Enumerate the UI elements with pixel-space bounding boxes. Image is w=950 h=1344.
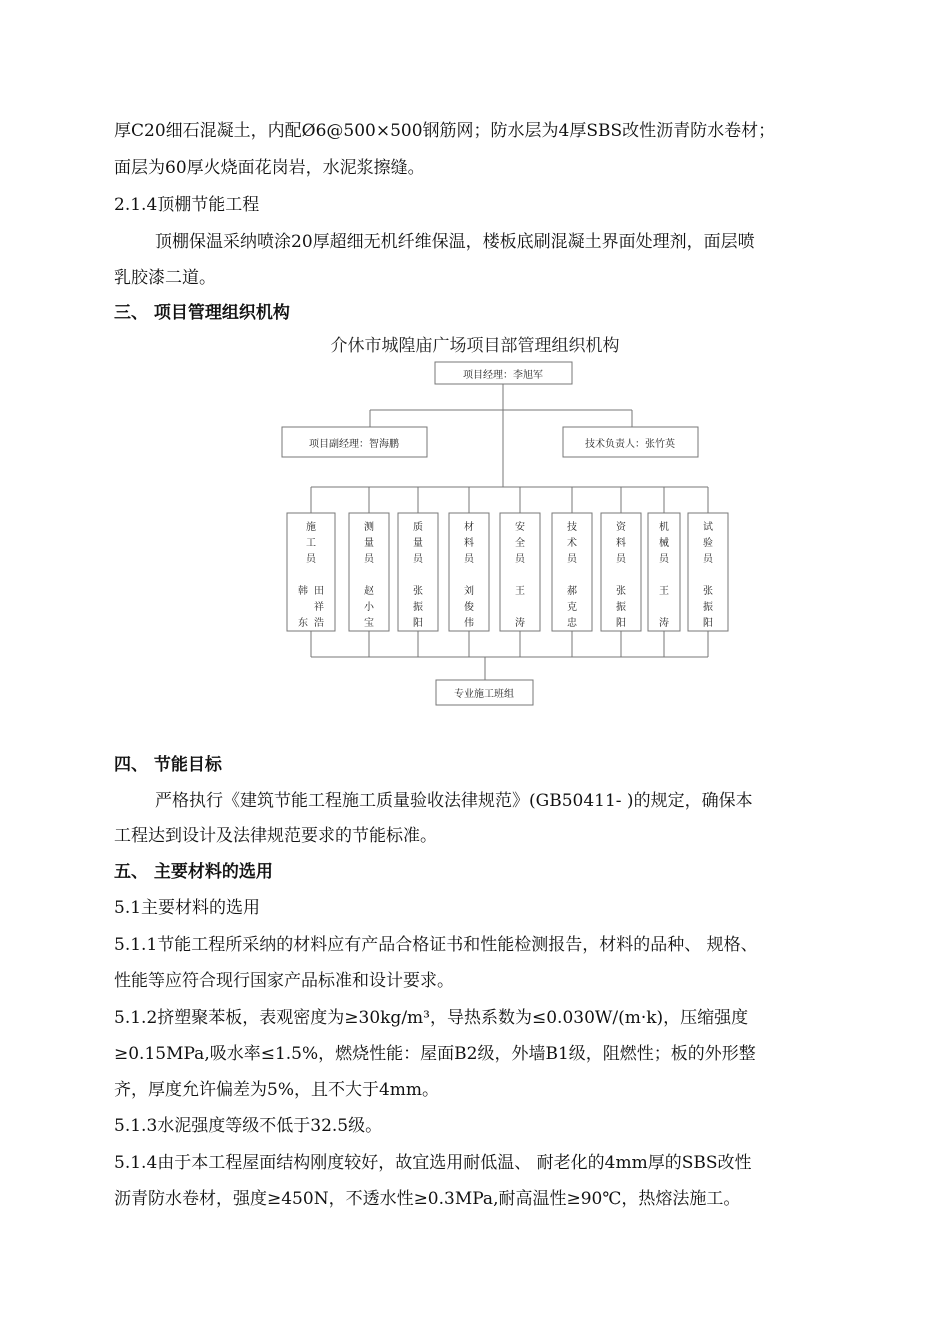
staff-name-char: 阳 — [703, 618, 713, 629]
subheading-5-1: 5.1主要材料的选用 — [114, 898, 261, 918]
staff-name-char: 忠 — [567, 618, 577, 629]
org-chart-title: 介休市城隍庙广场项目部管理组织机构 — [330, 336, 620, 356]
staff-member — [703, 521, 714, 629]
staff-role-char: 员 — [567, 554, 577, 565]
technical-lead-label: 技术负责人：张竹英 — [585, 439, 675, 450]
staff-name-char: 张 — [703, 586, 713, 597]
staff-role-char: 员 — [515, 554, 525, 565]
staff-role-char: 量 — [364, 538, 374, 549]
staff-role-char: 术 — [567, 538, 577, 549]
paragraph-line: 工程达到设计及法律规范要求的节能标准。 — [114, 826, 437, 846]
paragraph-line: 沥青防水卷材，强度≥450N，不透水性≥0.3MPa,耐高温性≥90℃，热熔法施工。 — [114, 1189, 741, 1209]
staff-name-char: 振 — [616, 602, 626, 613]
staff-member — [659, 520, 670, 629]
staff-role-char: 工 — [306, 538, 316, 549]
staff-name-char: 伟 — [464, 618, 474, 629]
staff-role-char: 械 — [659, 538, 669, 549]
staff-name-char: 振 — [413, 602, 423, 613]
staff-connectors-top — [311, 487, 708, 513]
staff-role-char: 机 — [659, 522, 669, 533]
staff-name-char: 张 — [616, 586, 626, 597]
staff-connectors-bottom — [311, 631, 708, 680]
staff-member — [515, 520, 526, 629]
paragraph-line: 齐，厚度允许偏差为5%，且不大于4mm。 — [114, 1080, 440, 1100]
paragraph-line: 乳胶漆二道。 — [114, 268, 216, 288]
staff-member — [567, 520, 578, 629]
staff-name-char: 小 — [364, 602, 374, 613]
paragraph-line: 厚C20细石混凝土，内配Ø6@500×500钢筋网；防水层为4厚SBS改性沥青防水卷材； — [114, 121, 776, 141]
staff-name-char: 王 — [659, 586, 669, 597]
staff-role-char: 员 — [464, 554, 474, 565]
staff-role-char: 料 — [464, 538, 474, 549]
paragraph-line: 严格执行《建筑节能工程施工质量验收法律规范》(GB50411- )的规定，确保本 — [155, 791, 753, 811]
staff-role-char: 员 — [659, 554, 669, 565]
staff-name-char: 刘 — [464, 586, 474, 597]
deputy-label: 项目副经理：智海鹏 — [309, 439, 399, 450]
paragraph-line: 性能等应符合现行国家产品标准和设计要求。 — [114, 971, 454, 991]
paragraph-line: 5.1.3水泥强度等级不低于32.5级。 — [114, 1116, 383, 1136]
staff-name-char: 郝 — [567, 586, 577, 597]
org-chart — [0, 330, 950, 710]
staff-name-char: 涛 — [515, 618, 525, 629]
staff-member — [364, 520, 375, 629]
staff-role-char: 安 — [515, 522, 525, 533]
staff-role-char: 材 — [464, 522, 474, 533]
staff-role-char: 技 — [567, 522, 577, 533]
staff-role-char: 全 — [515, 538, 525, 549]
staff-name-char: 浩 — [314, 618, 324, 629]
paragraph-line: ≥0.15MPa,吸水率≤1.5%，燃烧性能：屋面B2级，外墙B1级，阻燃性；板的外形整 — [114, 1044, 756, 1064]
staff-name-char: 东 — [298, 618, 308, 629]
staff-role-char: 料 — [616, 538, 626, 549]
paragraph-line: 5.1.2挤塑聚苯板，表观密度为≥30kg/m³，导热系数为≤0.030W/(m·k)，压缩强度 — [114, 1008, 749, 1028]
staff-name-char: 阳 — [616, 618, 626, 629]
staff-member — [616, 520, 627, 629]
staff-name-char: 振 — [703, 602, 713, 613]
staff-role-char: 量 — [413, 538, 423, 549]
staff-role-char: 测 — [364, 522, 374, 533]
staff-name-char: 赵 — [364, 586, 374, 597]
staff-name-char: 克 — [567, 602, 577, 613]
staff-name-char: 俊 — [464, 602, 474, 613]
staff-name-char: 阳 — [413, 618, 423, 629]
staff-name-char: 张 — [413, 586, 423, 597]
staff-name-char: 韩 — [298, 586, 308, 597]
staff-member — [298, 521, 324, 629]
staff-name-char: 涛 — [659, 618, 669, 629]
staff-role-char: 试 — [703, 522, 713, 533]
team-label: 专业施工班组 — [454, 689, 514, 700]
staff-name-char: 田 — [314, 586, 324, 597]
paragraph-line: 5.1.1节能工程所采纳的材料应有产品合格证书和性能检测报告，材料的品种、 规格、 — [114, 935, 758, 955]
section-heading-3: 三、 项目管理组织机构 — [114, 303, 290, 323]
subheading-2-1-4: 2.1.4顶棚节能工程 — [114, 195, 260, 215]
staff-role-char: 施 — [306, 522, 316, 533]
paragraph-line: 顶棚保温采纳喷涂20厚超细无机纤维保温，楼板底刷混凝土界面处理剂，面层喷 — [155, 232, 755, 252]
paragraph-line: 面层为60厚火烧面花岗岩，水泥浆擦缝。 — [114, 158, 425, 178]
staff-member — [413, 520, 424, 629]
staff-role-char: 资 — [616, 522, 626, 533]
staff-role-char: 员 — [413, 554, 423, 565]
staff-role-char: 员 — [364, 554, 374, 565]
staff-role-char: 质 — [413, 522, 423, 533]
paragraph-line: 5.1.4由于本工程屋面结构刚度较好，故宜选用耐低温、 耐老化的4mm厚的SBS改性 — [114, 1153, 752, 1173]
section-heading-4: 四、 节能目标 — [114, 755, 222, 775]
staff-role-char: 员 — [703, 554, 713, 565]
staff-role-char: 员 — [306, 554, 316, 565]
staff-name-char: 王 — [515, 586, 525, 597]
staff-name-char: 祥 — [314, 602, 324, 613]
manager-label: 项目经理：李旭军 — [463, 370, 543, 381]
staff-member — [464, 520, 475, 629]
staff-role-char: 员 — [616, 554, 626, 565]
section-heading-5: 五、 主要材料的选用 — [114, 862, 273, 882]
staff-name-char: 宝 — [364, 618, 374, 629]
staff-role-char: 验 — [703, 538, 713, 549]
